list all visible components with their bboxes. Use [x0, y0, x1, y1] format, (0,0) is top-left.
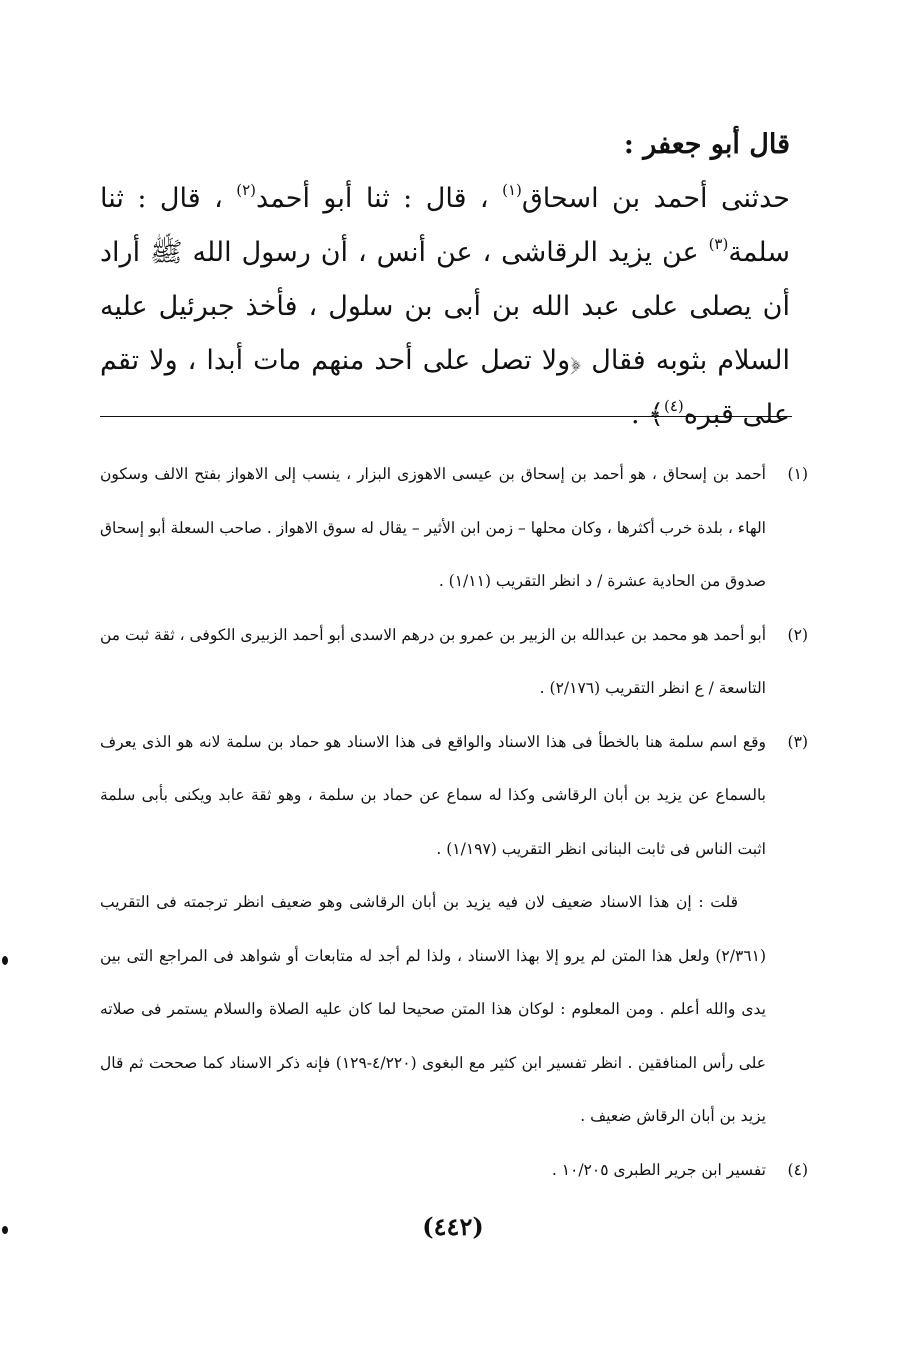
- footnote-text: أحمد بن إسحاق ، هو أحمد بن إسحاق بن عيسى الاهوزى البزار ، ينسب إلى الاهواز بفتح الالف وسكون الهاء ، بلدة خرب أكثرها ، وكان محلها – زمن ابن الأثير – يقال له سوق الاهواز . صاحب السعلة أبو إسحاق صدوق من الحادية عشرة / د انظر التقريب (١/١١) .: [100, 465, 766, 590]
- chapter-intro: قال أبو جعفر :: [623, 129, 790, 160]
- hadith-segment-4: عن يزيد الرقاشى ، عن أنس ، أن رسول الله ﷺ أراد أن يصلى على عبد الله بن أبى بن سلول ، فأخذ جبرئيل عليه السلام بثوبه فقال ﴿ولا تصل على أحد منهم مات أبدا ، ولا تقم على قبره: [100, 237, 790, 430]
- footnote-text: أبو أحمد هو محمد بن عبدالله بن الزبير بن عمرو بن درهم الاسدى أبو أحمد الزبيرى الكوفى ، ثقة ثبت من التاسعة / ع انظر التقريب (٢/١٧٦) .: [100, 625, 766, 697]
- hadith-segment-5: ﴾ .: [630, 399, 664, 430]
- footnote-ref-4[interactable]: (٤): [663, 397, 684, 415]
- footnote-3: [100, 716, 808, 877]
- footnote-number: (١): [787, 465, 808, 483]
- hadith-segment-3: ، قال : ثنا سلمة: [100, 183, 790, 268]
- footnote-ref-2[interactable]: (٢): [236, 181, 257, 199]
- footnote-number: (٣): [787, 732, 808, 751]
- footnote-number: (٢): [787, 625, 808, 644]
- footnotes-section: [100, 448, 808, 1197]
- hadith-segment-2: ، قال : ثنا أبو أحمد: [256, 183, 503, 214]
- footnote-separator-rule: [100, 416, 792, 417]
- footnote-ref-1[interactable]: (١): [502, 181, 522, 199]
- hadith-segment-1: حدثنى أحمد بن اسحاق: [521, 183, 790, 214]
- footnote-text: قلت : إن هذا الاسناد ضعيف لان فيه يزيد بن أبان الرقاشى وهو ضعيف انظر ترجمته فى التقريب (٢/٣٦١) ولعل هذا المتن لم يرو إلا بهذا الاسناد ، ولذا لم أجد له متابعات أو شواهد فى المراجع التى بين يدى والله أعلم . ومن المعلوم : لوكان هذا المتن صحيحا لما كان عليه الصلاة والسلام يستمر فى صلاته على رأس المنافقين . انظر تفسير ابن كثير مع البغوى (٤/٢٢٠-١٢٩) فإنه ذكر الاسناد كما صححت ثم قال يزيد بن أبان الرقاش ضعيف .: [100, 893, 766, 1125]
- footnote-4: [100, 1144, 808, 1198]
- scan-speck: [2, 1226, 8, 1234]
- footnote-ref-3[interactable]: (٣): [708, 235, 729, 253]
- footnote-1: [100, 448, 808, 609]
- footnote-number: (٤): [787, 1160, 808, 1179]
- footnote-text: وقع اسم سلمة هنا بالخطأ فى هذا الاسناد والواقع فى هذا الاسناد هو حماد بن سلمة لانه هو الذى يعرف بالسماع عن يزيد بن أبان الرقاشى وكذا له سماع عن حماد بن سلمة ، وهو ثقة عابد ويكنى بأبى سلمة اثبت الناس فى ثابت البنانى انظر التقريب (١/١٩٧) .: [100, 732, 766, 858]
- scan-speck: [2, 956, 8, 965]
- footnote-2: [100, 609, 808, 716]
- footnote-text: تفسير ابن جرير الطبرى ١٠/٢٠٥ .: [551, 1160, 766, 1179]
- page-number: (٤٤٢): [422, 1212, 484, 1241]
- main-text-block: [100, 118, 790, 442]
- footnote-3-comment: [100, 876, 766, 1144]
- hadith-text: [100, 172, 790, 442]
